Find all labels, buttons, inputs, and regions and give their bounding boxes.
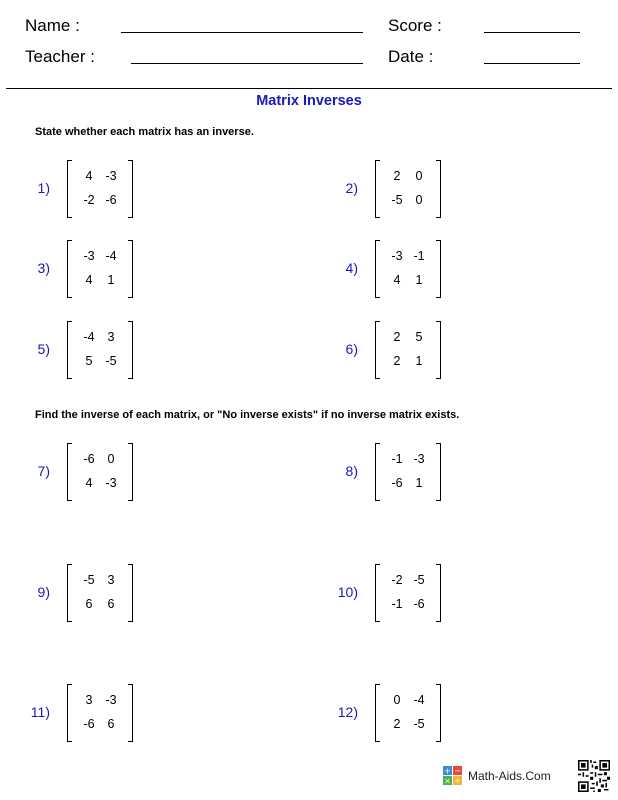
problem: [22, 684, 172, 744]
problem-number: 12): [337, 704, 358, 720]
left-bracket: [375, 240, 380, 298]
problem-number: 2): [345, 180, 358, 196]
svg-text:+: +: [444, 766, 451, 776]
matrix-entry: -6: [83, 452, 95, 466]
matrix-entry: -5: [413, 573, 425, 587]
date-blank[interactable]: [484, 63, 580, 64]
problem: [22, 160, 172, 220]
matrix-entry: 1: [415, 476, 423, 490]
problem: [330, 564, 480, 624]
problem-number: 4): [345, 260, 358, 276]
matrix-entry: -5: [391, 193, 403, 207]
matrix-entry: -6: [83, 717, 95, 731]
problem: [330, 321, 480, 381]
matrix-entry: -3: [83, 249, 95, 263]
matrix-entry: 0: [415, 169, 423, 183]
teacher-blank[interactable]: [131, 63, 363, 64]
matrix-entry: -4: [413, 693, 425, 707]
matrix: [375, 684, 441, 742]
problem-number: 3): [37, 260, 50, 276]
matrix-entry: 4: [85, 476, 93, 490]
matrix-entry: 5: [85, 354, 93, 368]
matrix-entry: -1: [391, 597, 403, 611]
right-bracket: [436, 240, 441, 298]
header-divider: [6, 88, 612, 89]
matrix-entry: 1: [107, 273, 115, 287]
right-bracket: [128, 443, 133, 501]
name-blank[interactable]: [121, 32, 363, 33]
right-bracket: [128, 160, 133, 218]
matrix: [375, 321, 441, 379]
matrix: [67, 240, 133, 298]
left-bracket: [67, 321, 72, 379]
problem-number: 11): [30, 704, 50, 720]
left-bracket: [67, 564, 72, 622]
left-bracket: [67, 160, 72, 218]
right-bracket: [128, 321, 133, 379]
problem: [22, 443, 172, 503]
matrix-entry: -2: [83, 193, 95, 207]
svg-text:−: −: [454, 766, 461, 776]
matrix: [375, 443, 441, 501]
problem: [330, 443, 480, 503]
matrix-entry: -5: [105, 354, 117, 368]
matrix-entry: 1: [415, 273, 423, 287]
matrix-entry: -3: [105, 476, 117, 490]
matrix-entry: 2: [393, 717, 401, 731]
matrix-entry: -1: [413, 249, 425, 263]
problem: [22, 321, 172, 381]
svg-text:×: ×: [444, 776, 451, 785]
matrix-entry: 6: [107, 597, 115, 611]
matrix-entry: -6: [105, 193, 117, 207]
matrix-entry: 3: [107, 573, 115, 587]
matrix-entry: -3: [105, 693, 117, 707]
matrix-entry: 5: [415, 330, 423, 344]
matrix-entry: -6: [391, 476, 403, 490]
matrix-entry: 0: [415, 193, 423, 207]
matrix-entry: -4: [83, 330, 95, 344]
problem-number: 1): [37, 180, 50, 196]
qr-code-icon: [578, 760, 610, 792]
problem: [330, 240, 480, 300]
score-label: Score :: [388, 16, 442, 35]
right-bracket: [128, 684, 133, 742]
problem: [22, 564, 172, 624]
page-title: Matrix Inverses: [256, 93, 362, 109]
matrix-entry: -5: [83, 573, 95, 587]
teacher-label: Teacher :: [25, 47, 95, 66]
problem-number: 9): [37, 584, 50, 600]
problem-number: 7): [37, 463, 50, 479]
matrix-entry: -3: [413, 452, 425, 466]
left-bracket: [67, 443, 72, 501]
problem-number: 10): [337, 584, 358, 600]
matrix-entry: 0: [107, 452, 115, 466]
right-bracket: [436, 564, 441, 622]
right-bracket: [128, 564, 133, 622]
left-bracket: [375, 321, 380, 379]
left-bracket: [67, 240, 72, 298]
matrix: [67, 321, 133, 379]
problem-number: 8): [345, 463, 358, 479]
matrix: [375, 564, 441, 622]
matrix-entry: -5: [413, 717, 425, 731]
problem-number: 5): [37, 341, 50, 357]
matrix: [375, 240, 441, 298]
matrix: [67, 684, 133, 742]
matrix-entry: 4: [85, 273, 93, 287]
matrix-entry: -1: [391, 452, 403, 466]
matrix: [67, 160, 133, 218]
matrix-entry: -3: [105, 169, 117, 183]
matrix-entry: 2: [393, 169, 401, 183]
matrix-entry: 0: [393, 693, 401, 707]
left-bracket: [375, 443, 380, 501]
matrix-entry: -2: [391, 573, 403, 587]
problem: [330, 684, 480, 744]
matrix: [67, 564, 133, 622]
calculator-icon: [443, 766, 462, 785]
matrix-entry: -3: [391, 249, 403, 263]
matrix-entry: 4: [85, 169, 93, 183]
left-bracket: [67, 684, 72, 742]
left-bracket: [375, 564, 380, 622]
section2-instruction: Find the inverse of each matrix, or "No inverse exists" if no inverse matrix exists.: [35, 409, 460, 421]
date-label: Date :: [388, 47, 434, 66]
matrix-entry: 3: [85, 693, 93, 707]
matrix-entry: 6: [107, 717, 115, 731]
matrix-entry: 6: [85, 597, 93, 611]
right-bracket: [436, 160, 441, 218]
matrix-entry: -6: [413, 597, 425, 611]
section1-instruction: State whether each matrix has an inverse.: [35, 126, 254, 138]
right-bracket: [128, 240, 133, 298]
left-bracket: [375, 160, 380, 218]
matrix: [375, 160, 441, 218]
name-label: Name :: [25, 16, 80, 35]
site-name: Math-Aids.Com: [468, 769, 551, 783]
matrix-entry: 3: [107, 330, 115, 344]
matrix-entry: -4: [105, 249, 117, 263]
right-bracket: [436, 321, 441, 379]
matrix-entry: 2: [393, 354, 401, 368]
right-bracket: [436, 684, 441, 742]
problem: [22, 240, 172, 300]
matrix-entry: 2: [393, 330, 401, 344]
left-bracket: [375, 684, 380, 742]
problem-number: 6): [345, 341, 358, 357]
problem: [330, 160, 480, 220]
right-bracket: [436, 443, 441, 501]
svg-text:÷: ÷: [454, 776, 461, 785]
matrix-entry: 1: [415, 354, 423, 368]
matrix: [67, 443, 133, 501]
score-blank[interactable]: [484, 32, 580, 33]
matrix-entry: 4: [393, 273, 401, 287]
